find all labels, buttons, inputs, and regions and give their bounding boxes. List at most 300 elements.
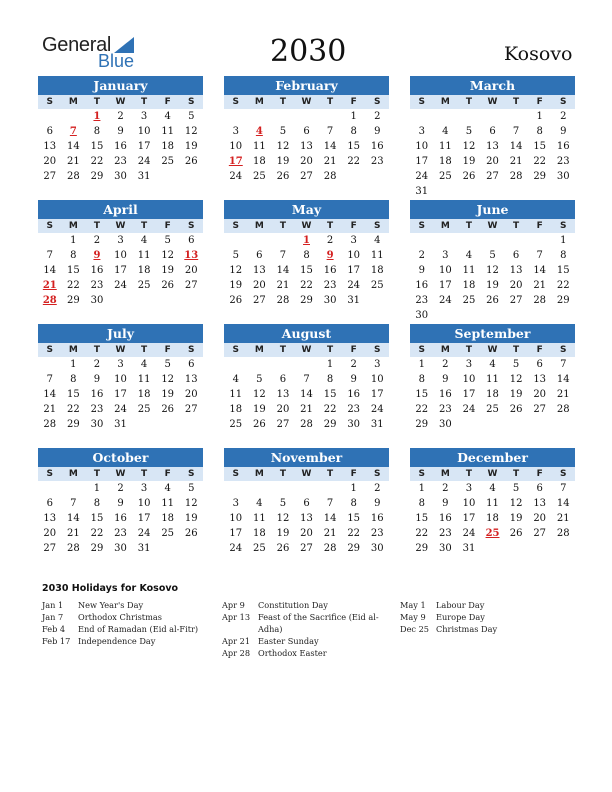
day-cell: 14 — [556, 374, 570, 385]
day-cell: 23 — [90, 280, 104, 291]
day-cell: 14 — [67, 141, 80, 152]
week-row — [224, 293, 389, 308]
day-cell: 29 — [415, 543, 429, 554]
weekday-label: M — [68, 221, 78, 231]
empty-day-cell — [434, 109, 458, 124]
day-cell: 2 — [350, 359, 357, 370]
day-cell: 14 — [323, 513, 337, 524]
day-cell: 24 — [370, 404, 384, 415]
day-cell: 30 — [439, 543, 452, 554]
week-row — [38, 541, 203, 556]
day-cell: 20 — [300, 528, 313, 539]
day-cell: 31 — [347, 295, 361, 306]
day-cell: 11 — [137, 374, 151, 385]
weekday-label: M — [254, 469, 264, 479]
month-march — [410, 76, 575, 199]
day-cell: 8 — [70, 250, 77, 261]
day-cell: 17 — [462, 513, 476, 524]
weekday-header — [224, 467, 389, 481]
day-cell: 7 — [560, 359, 567, 370]
month-title: December — [410, 448, 575, 467]
day-cell: 10 — [439, 265, 452, 276]
month-october — [38, 448, 203, 556]
holiday-name: Orthodox Christmas — [78, 612, 162, 622]
day-cell: 13 — [509, 265, 523, 276]
day-cell: 22 — [533, 156, 547, 167]
day-cell: 4 — [442, 126, 449, 137]
weekday-label: S — [374, 345, 381, 355]
day-cell: 2 — [93, 235, 101, 246]
week-row — [224, 357, 389, 372]
day-cell: 7 — [279, 250, 287, 261]
day-cell: 2 — [326, 235, 334, 246]
day-cell: 6 — [46, 126, 53, 137]
day-cell: 20 — [276, 404, 290, 415]
day-cell: 2 — [117, 111, 124, 122]
weekday-label: S — [374, 221, 381, 231]
day-cell: 12 — [184, 126, 198, 137]
day-cell: 25 — [137, 404, 151, 415]
day-cell: 7 — [70, 498, 77, 509]
day-cell: 7 — [303, 374, 310, 385]
weekday-header — [410, 467, 575, 481]
day-cell: 20 — [509, 280, 523, 291]
week-row — [38, 278, 203, 293]
holiday-day-cell: 9 — [326, 250, 334, 261]
day-cell: 15 — [415, 389, 429, 400]
weekday-label: F — [536, 97, 543, 107]
day-cell: 3 — [117, 235, 124, 246]
day-cell: 7 — [46, 250, 53, 261]
day-cell: 25 — [229, 419, 243, 430]
day-cell: 12 — [509, 498, 523, 509]
day-cell: 10 — [229, 141, 243, 152]
weekday-label: F — [164, 221, 171, 231]
holiday-name: Independence Day — [78, 636, 156, 646]
week-row — [224, 109, 389, 124]
empty-day-cell — [295, 481, 319, 496]
day-cell: 23 — [439, 404, 452, 415]
day-cell: 9 — [442, 374, 449, 385]
day-cell: 11 — [253, 141, 266, 152]
holiday-date: Dec 25 — [400, 624, 430, 634]
day-cell: 22 — [67, 404, 80, 415]
weekday-label: F — [536, 469, 543, 479]
day-cell: 19 — [462, 156, 476, 167]
week-row — [38, 263, 203, 278]
week-row — [410, 511, 575, 526]
day-cell: 16 — [90, 265, 104, 276]
empty-day-cell — [179, 293, 203, 308]
weekday-label: T — [279, 469, 287, 479]
day-cell: 6 — [536, 483, 543, 494]
day-cell: 15 — [67, 265, 80, 276]
day-cell: 16 — [556, 141, 570, 152]
day-cell: 14 — [300, 389, 313, 400]
day-cell: 21 — [556, 389, 570, 400]
weekday-label: T — [93, 345, 101, 355]
day-cell: 7 — [536, 250, 543, 261]
empty-day-cell — [38, 357, 62, 372]
week-row — [224, 387, 389, 402]
empty-day-cell — [457, 109, 481, 124]
day-cell: 19 — [161, 389, 175, 400]
day-cell: 15 — [90, 141, 104, 152]
empty-day-cell — [224, 481, 248, 496]
day-cell: 27 — [509, 295, 523, 306]
day-cell: 27 — [486, 171, 499, 182]
day-cell: 23 — [370, 156, 384, 167]
day-cell: 25 — [439, 171, 452, 182]
weekday-label: T — [465, 345, 473, 355]
day-cell: 12 — [253, 389, 266, 400]
day-cell: 21 — [323, 156, 337, 167]
empty-day-cell — [528, 417, 552, 432]
empty-day-cell — [38, 233, 62, 248]
month-april — [38, 200, 203, 308]
day-cell: 26 — [276, 171, 290, 182]
day-cell: 20 — [533, 389, 547, 400]
day-cell: 25 — [161, 528, 175, 539]
day-cell: 16 — [114, 513, 127, 524]
day-cell: 14 — [43, 389, 57, 400]
day-cell: 11 — [253, 513, 266, 524]
day-cell: 13 — [184, 374, 198, 385]
week-row — [224, 526, 389, 541]
day-cell: 15 — [67, 389, 80, 400]
weekday-label: S — [232, 345, 240, 355]
weekday-label: W — [115, 469, 126, 479]
day-cell: 7 — [512, 126, 520, 137]
week-row — [38, 417, 203, 432]
holiday-day-cell: 25 — [485, 528, 500, 539]
day-cell: 16 — [415, 280, 429, 291]
empty-day-cell — [179, 541, 203, 556]
day-cell: 17 — [415, 156, 429, 167]
day-cell: 2 — [418, 250, 425, 261]
weekday-label: T — [465, 97, 473, 107]
day-cell: 13 — [486, 141, 499, 152]
holiday-name: Europe Day — [436, 612, 485, 622]
holiday-name: Orthodox Easter — [258, 648, 327, 658]
weekday-label: T — [141, 469, 148, 479]
weekday-label: M — [68, 97, 78, 107]
week-row — [38, 154, 203, 169]
day-cell: 30 — [323, 295, 337, 306]
holiday-day-cell: 1 — [93, 111, 101, 122]
day-cell: 26 — [509, 404, 523, 415]
day-cell: 18 — [370, 265, 384, 276]
holiday-item — [222, 647, 382, 659]
day-cell: 13 — [533, 374, 547, 385]
holiday-item — [42, 611, 212, 623]
weekday-label: W — [115, 97, 126, 107]
day-cell: 5 — [164, 359, 171, 370]
month-january — [38, 76, 203, 184]
day-cell: 3 — [350, 235, 357, 246]
empty-day-cell — [179, 417, 203, 432]
week-row — [38, 169, 203, 184]
day-cell: 3 — [232, 498, 239, 509]
day-cell: 31 — [114, 419, 127, 430]
day-cell: 17 — [137, 141, 151, 152]
holiday-date: Feb 17 — [42, 636, 71, 646]
holidays-title: 2030 Holidays for Kosovo — [42, 583, 179, 594]
day-cell: 26 — [229, 295, 243, 306]
week-row — [410, 233, 575, 248]
week-row — [38, 293, 203, 308]
day-cell: 17 — [462, 389, 476, 400]
day-cell: 10 — [229, 513, 243, 524]
day-cell: 8 — [303, 250, 310, 261]
empty-day-cell — [481, 233, 505, 248]
weekday-label: M — [440, 97, 450, 107]
day-cell: 18 — [439, 156, 452, 167]
weekday-label: S — [46, 97, 54, 107]
holiday-item — [400, 623, 560, 635]
empty-day-cell — [156, 169, 180, 184]
weekday-label: M — [440, 469, 450, 479]
day-cell: 1 — [350, 483, 357, 494]
week-row — [38, 372, 203, 387]
weekday-label: W — [487, 97, 498, 107]
day-cell: 19 — [253, 404, 266, 415]
day-cell: 12 — [462, 141, 476, 152]
month-june — [410, 200, 575, 323]
day-cell: 2 — [374, 483, 381, 494]
week-row — [410, 109, 575, 124]
weekday-label: T — [93, 221, 101, 231]
weekday-label: M — [254, 221, 264, 231]
day-cell: 8 — [536, 126, 543, 137]
empty-day-cell — [481, 541, 505, 556]
weekday-label: T — [513, 345, 520, 355]
empty-day-cell — [342, 169, 366, 184]
empty-day-cell — [224, 109, 248, 124]
day-cell: 10 — [114, 374, 127, 385]
weekday-label: F — [164, 345, 171, 355]
day-cell: 12 — [486, 265, 499, 276]
day-cell: 11 — [486, 374, 499, 385]
day-cell: 26 — [161, 404, 175, 415]
holiday-item — [400, 599, 560, 611]
day-cell: 13 — [43, 513, 57, 524]
week-row — [410, 293, 575, 308]
weekday-label: S — [46, 345, 54, 355]
holidays-column-1 — [42, 599, 212, 647]
day-cell: 4 — [489, 359, 496, 370]
day-cell: 5 — [188, 483, 195, 494]
day-cell: 26 — [276, 543, 290, 554]
holiday-date: Jan 7 — [42, 612, 64, 622]
day-cell: 31 — [137, 543, 151, 554]
week-row — [224, 233, 389, 248]
day-cell: 3 — [140, 483, 148, 494]
day-cell: 26 — [462, 171, 476, 182]
day-cell: 18 — [462, 280, 476, 291]
day-cell: 18 — [486, 513, 499, 524]
week-row — [38, 481, 203, 496]
day-cell: 27 — [300, 543, 313, 554]
empty-day-cell — [271, 109, 295, 124]
day-cell: 18 — [161, 141, 175, 152]
day-cell: 14 — [509, 141, 523, 152]
day-cell: 25 — [462, 295, 476, 306]
holiday-date: May 1 — [400, 600, 426, 610]
day-cell: 16 — [323, 265, 337, 276]
weekday-header — [38, 219, 203, 233]
weekday-label: W — [115, 221, 126, 231]
day-cell: 4 — [489, 483, 496, 494]
day-cell: 29 — [67, 419, 80, 430]
weekday-label: T — [327, 345, 334, 355]
day-cell: 5 — [256, 374, 263, 385]
day-cell: 26 — [184, 528, 198, 539]
day-cell: 13 — [533, 498, 547, 509]
weekday-label: T — [279, 97, 287, 107]
weekday-label: T — [141, 97, 148, 107]
holiday-name: Easter Sunday — [258, 636, 319, 646]
week-row — [224, 248, 389, 263]
month-title: August — [224, 324, 389, 343]
day-cell: 22 — [90, 528, 104, 539]
empty-day-cell — [318, 481, 342, 496]
day-cell: 11 — [161, 498, 175, 509]
day-cell: 12 — [184, 498, 198, 509]
day-cell: 22 — [90, 156, 104, 167]
weekday-header — [224, 219, 389, 233]
day-cell: 11 — [462, 265, 476, 276]
empty-day-cell — [365, 293, 389, 308]
day-cell: 18 — [137, 389, 151, 400]
day-cell: 17 — [439, 280, 452, 291]
day-cell: 9 — [560, 126, 567, 137]
day-cell: 22 — [415, 528, 429, 539]
week-row — [224, 541, 389, 556]
day-cell: 5 — [279, 126, 287, 137]
empty-day-cell — [528, 184, 552, 199]
day-cell: 27 — [184, 404, 198, 415]
day-cell: 26 — [253, 419, 266, 430]
day-cell: 4 — [140, 235, 148, 246]
day-cell: 12 — [161, 250, 175, 261]
holiday-item — [42, 623, 212, 635]
day-cell: 16 — [370, 513, 384, 524]
empty-day-cell — [504, 541, 528, 556]
day-cell: 19 — [509, 389, 523, 400]
empty-day-cell — [551, 308, 575, 323]
empty-day-cell — [528, 541, 552, 556]
day-cell: 14 — [276, 265, 290, 276]
month-may — [224, 200, 389, 308]
day-cell: 27 — [276, 419, 290, 430]
empty-day-cell — [481, 184, 505, 199]
empty-day-cell — [62, 109, 86, 124]
day-cell: 2 — [374, 111, 381, 122]
week-row — [38, 402, 203, 417]
weekday-label: T — [513, 97, 520, 107]
week-row — [410, 402, 575, 417]
day-cell: 29 — [533, 171, 547, 182]
day-cell: 1 — [560, 235, 567, 246]
day-cell: 5 — [188, 111, 195, 122]
month-title: October — [38, 448, 203, 467]
logo-text-blue: Blue — [98, 51, 135, 71]
day-cell: 30 — [114, 171, 127, 182]
day-cell: 25 — [161, 156, 175, 167]
month-title: June — [410, 200, 575, 219]
day-cell: 27 — [184, 280, 198, 291]
month-september — [410, 324, 575, 432]
day-cell: 29 — [415, 419, 429, 430]
weekday-label: W — [115, 345, 126, 355]
day-cell: 30 — [90, 295, 104, 306]
month-title: January — [38, 76, 203, 95]
weekday-label: M — [440, 221, 450, 231]
holiday-day-cell: 17 — [228, 156, 243, 167]
holiday-day-cell: 13 — [184, 250, 199, 261]
day-cell: 5 — [164, 235, 171, 246]
calendar-year: 2030 — [270, 34, 347, 69]
day-cell: 7 — [46, 374, 53, 385]
day-cell: 26 — [184, 156, 198, 167]
day-cell: 26 — [486, 295, 499, 306]
day-cell: 30 — [114, 543, 127, 554]
day-cell: 10 — [347, 250, 361, 261]
empty-day-cell — [434, 184, 458, 199]
weekday-label: M — [68, 469, 78, 479]
day-cell: 13 — [300, 141, 313, 152]
day-cell: 20 — [184, 265, 198, 276]
day-cell: 5 — [465, 126, 473, 137]
page-header — [0, 0, 612, 70]
empty-day-cell — [271, 357, 295, 372]
empty-day-cell — [156, 417, 180, 432]
empty-day-cell — [224, 233, 248, 248]
day-cell: 25 — [137, 280, 151, 291]
day-cell: 23 — [415, 295, 429, 306]
day-cell: 10 — [462, 498, 476, 509]
day-cell: 29 — [556, 295, 570, 306]
week-row — [410, 417, 575, 432]
empty-day-cell — [457, 417, 481, 432]
day-cell: 24 — [347, 280, 361, 291]
day-cell: 28 — [43, 419, 57, 430]
month-august — [224, 324, 389, 432]
empty-day-cell — [179, 169, 203, 184]
day-cell: 21 — [276, 280, 290, 291]
weekday-label: W — [487, 469, 498, 479]
day-cell: 24 — [114, 280, 127, 291]
day-cell: 8 — [560, 250, 567, 261]
day-cell: 15 — [347, 513, 361, 524]
day-cell: 20 — [43, 156, 57, 167]
day-cell: 14 — [533, 265, 547, 276]
day-cell: 12 — [509, 374, 523, 385]
day-cell: 23 — [347, 404, 361, 415]
holiday-name: New Year's Day — [78, 600, 144, 610]
day-cell: 10 — [415, 141, 429, 152]
day-cell: 22 — [556, 280, 570, 291]
day-cell: 16 — [90, 389, 104, 400]
empty-day-cell — [457, 233, 481, 248]
empty-day-cell — [156, 293, 180, 308]
holiday-day-cell: 28 — [42, 295, 57, 306]
day-cell: 28 — [300, 419, 313, 430]
empty-day-cell — [528, 233, 552, 248]
weekday-label: S — [188, 97, 195, 107]
day-cell: 23 — [439, 528, 452, 539]
